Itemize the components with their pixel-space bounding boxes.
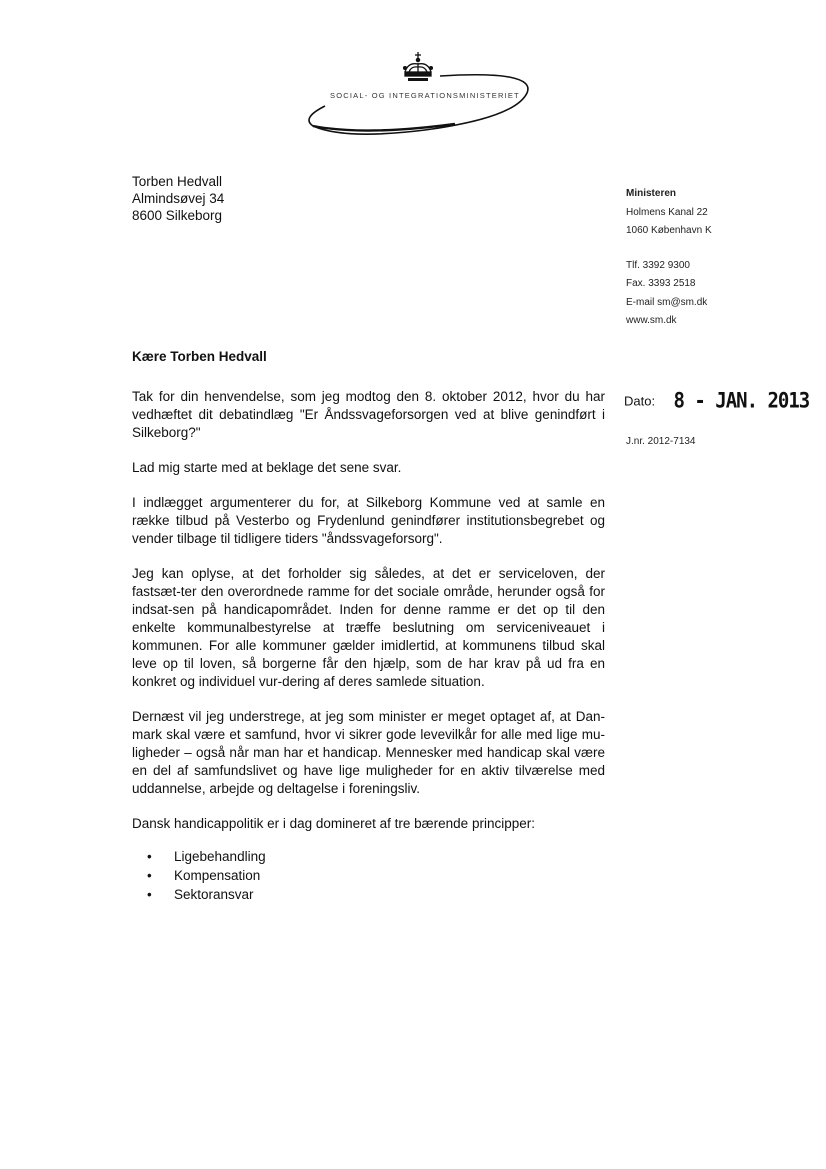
bullet-icon: •	[147, 887, 152, 902]
list-item: • Ligebehandling	[147, 849, 266, 864]
date-row	[624, 390, 809, 412]
sender-email: E-mail sm@sm.dk	[626, 296, 708, 308]
ministry-name: SOCIAL- OG INTEGRATIONSMINISTERIET	[330, 91, 520, 100]
journal-number: J.nr. 2012-7134	[626, 436, 696, 447]
paragraph: Dansk handicappolitik er i dag domineret af tre bærende principper:	[132, 816, 535, 831]
sender-title: Ministeren	[626, 188, 677, 199]
recipient-address	[132, 173, 224, 224]
date-label: Dato:	[624, 393, 656, 409]
list-item: • Sektoransvar	[147, 887, 254, 902]
sender-street: Holmens Kanal 22	[626, 206, 708, 218]
sender-phone: Tlf. 3392 9300	[626, 259, 690, 271]
paragraph: I indlægget argumenterer du for, at Silkeborg Kommune ved at samle en række tilbud på Vesterbo og Frydenlund genindfører institutionsbegrebet og vender tilbage til tidligere tiders "åndssvageforsorg".	[132, 495, 605, 546]
paragraph: Lad mig starte med at beklage det sene svar.	[132, 460, 402, 475]
date-stamp: 8 - JAN. 2013	[673, 388, 810, 414]
sender-address	[626, 185, 712, 331]
sender-web: www.sm.dk	[626, 315, 677, 326]
paragraph: Jeg kan oplyse, at det forholder sig således, at det er serviceloven, der fastsæt-ter den overordnede ramme for det sociale område, herunder også for indsat-sen på handicapområdet. Inden for denne ramme er det op til den enkelte kommunalbestyrelse at træffe beslutning om serviceniveauet i kommunen. For alle kommuner gælder imidlertid, at kommunens tilbud skal leve op til loven, så borgerne får den hjælp, som de har krav på ud fra en konkret og individuel vur-dering af deres samlede situation.	[132, 566, 605, 689]
paragraph: Tak for din henvendelse, som jeg modtog den 8. oktober 2012, hvor du har vedhæftet dit debatindlæg "Er Åndssvageforsorgen ved at blive genindført i Silkeborg?"	[132, 389, 605, 440]
recipient-street: Almindsøvej 34	[132, 191, 225, 206]
recipient-city: 8600 Silkeborg	[132, 208, 223, 223]
salutation: Kære Torben Hedvall	[132, 349, 267, 364]
bullet-icon: •	[147, 868, 152, 883]
list-item: • Kompensation	[147, 868, 261, 883]
crown-icon	[404, 52, 433, 81]
recipient-name: Torben Hedvall	[132, 174, 223, 189]
swoosh-line	[309, 75, 528, 134]
sender-city: 1060 København K	[626, 225, 712, 236]
bullet-icon: •	[147, 849, 152, 864]
letter-body	[132, 388, 605, 904]
sender-fax: Fax. 3393 2518	[626, 278, 696, 289]
principles-list	[132, 847, 605, 904]
paragraph: Dernæst vil jeg understrege, at jeg som minister er meget optaget af, at Dan-mark skal være et samfund, hvor vi sikrer gode levevilkår for alle med lige mu-ligheder – også når man har et handicap. Mennesker med handicap skal være en del af samfundslivet og have lige muligheder for en aktiv tilværelse med uddannelse, arbejde og deltagelse i foreningsliv.	[132, 709, 605, 796]
